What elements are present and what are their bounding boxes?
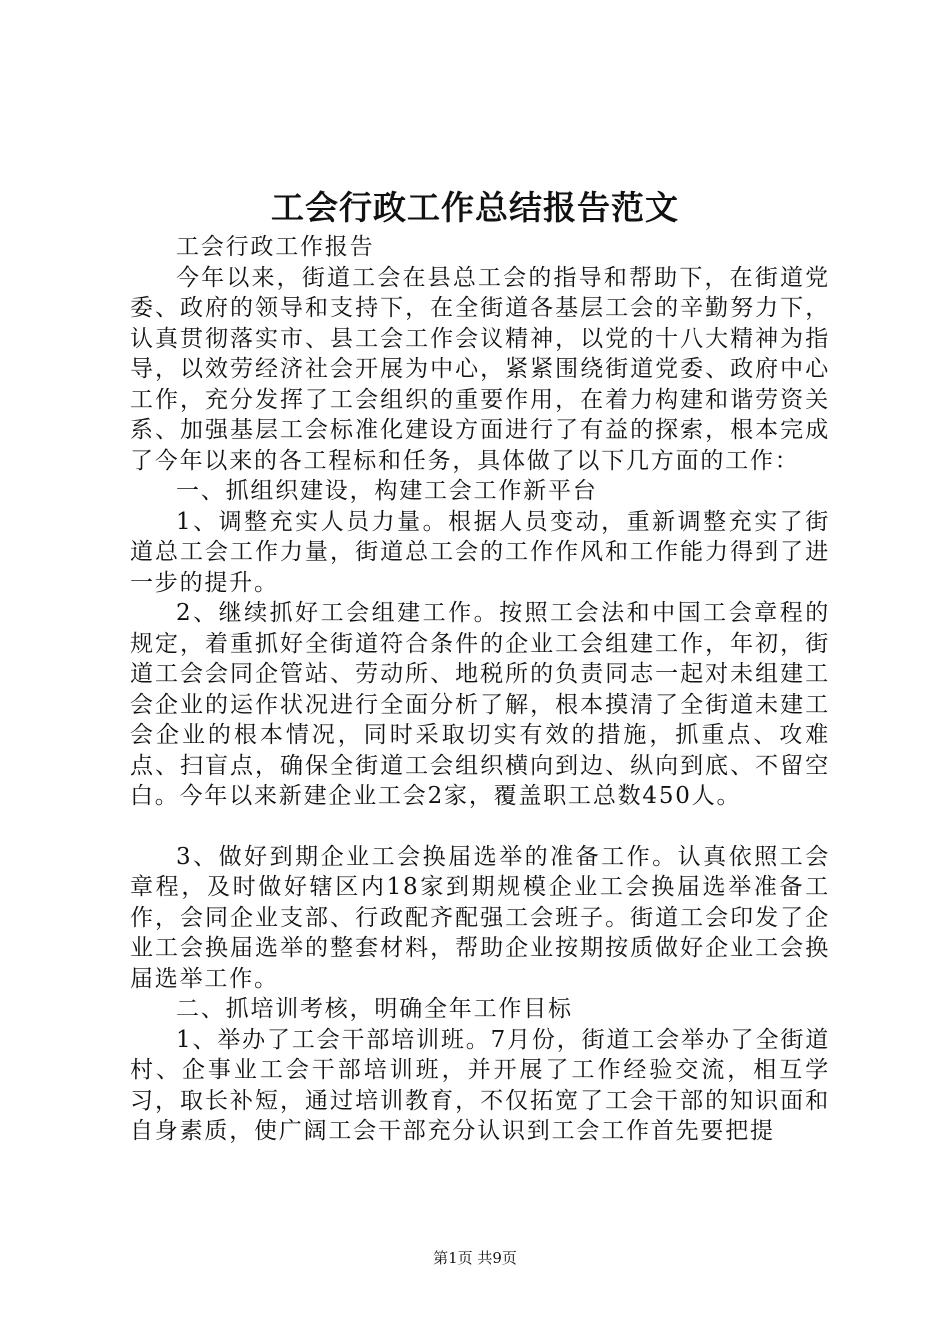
section-heading-organization: 一、抓组织建设，构建工会工作新平台 xyxy=(176,478,598,504)
paragraph-item-training-class: 1、举办了工会干部培训班。7月份，街道工会举办了全街道村、企事业工会干部培训班，并开展了工作经验交流，相互学习，取长补短，通过培训教育，不仅拓宽了工会干部的知识面和自身素质，使广阔工会干部充分认识到工会工作首先要把提 xyxy=(130,1026,830,1144)
paragraph-intro: 今年以来，街道工会在县总工会的指导和帮助下，在街道党委、政府的领导和支持下，在全街道各基层工会的辛勤努力下，认真贯彻落实市、县工会工作会议精神，以党的十八大精神为指导，以效劳经济社会开展为中心，紧紧围绕街道党委、政府中心工作，充分发挥了工会组织的重要作用，在着力构建和谐劳资关系、加强基层工会标准化建设方面进行了有益的探索，根本完成了今年以来的各工程标和任务，具体做了以下几方面的工作： xyxy=(130,264,830,474)
document-body xyxy=(130,232,830,1147)
section-heading-training: 二、抓培训考核，明确全年工作目标 xyxy=(176,996,573,1022)
paragraph-item-union-setup: 2、继续抓好工会组建工作。按照工会法和中国工会章程的规定，着重抓好全街道符合条件的企业工会组建工作，年初，街道工会会同企管站、劳动所、地税所的负责同志一起对未组建工会企业的运作状况进行全面分析了解，根本摸清了全街道未建工会企业的根本情况，同时采取切实有效的措施，抓重点、攻难点、扫盲点，确保全街道工会组织横向到边、纵向到底、不留空白。今年以来新建企业工会2家，覆盖职工总数450人。 xyxy=(130,600,830,809)
paragraph-item-staffing: 1、调整充实人员力量。根据人员变动，重新调整充实了街道总工会工作力量，街道总工会的工作作风和工作能力得到了进一步的提升。 xyxy=(130,508,830,596)
paragraph-item-election-prep: 3、做好到期企业工会换届选举的准备工作。认真依照工会章程，及时做好辖区内18家到期规模企业工会换届选举准备工作，会同企业支部、行政配齐配强工会班子。街道工会印发了企业工会换届选举的整套材料，帮助企业按期按质做好企业工会换届选举工作。 xyxy=(130,843,830,992)
paragraph-report-heading: 工会行政工作报告 xyxy=(176,234,375,260)
document-title: 工会行政工作总结报告范文 xyxy=(271,188,679,227)
page-footer: 第1页 共9页 xyxy=(433,1249,517,1267)
